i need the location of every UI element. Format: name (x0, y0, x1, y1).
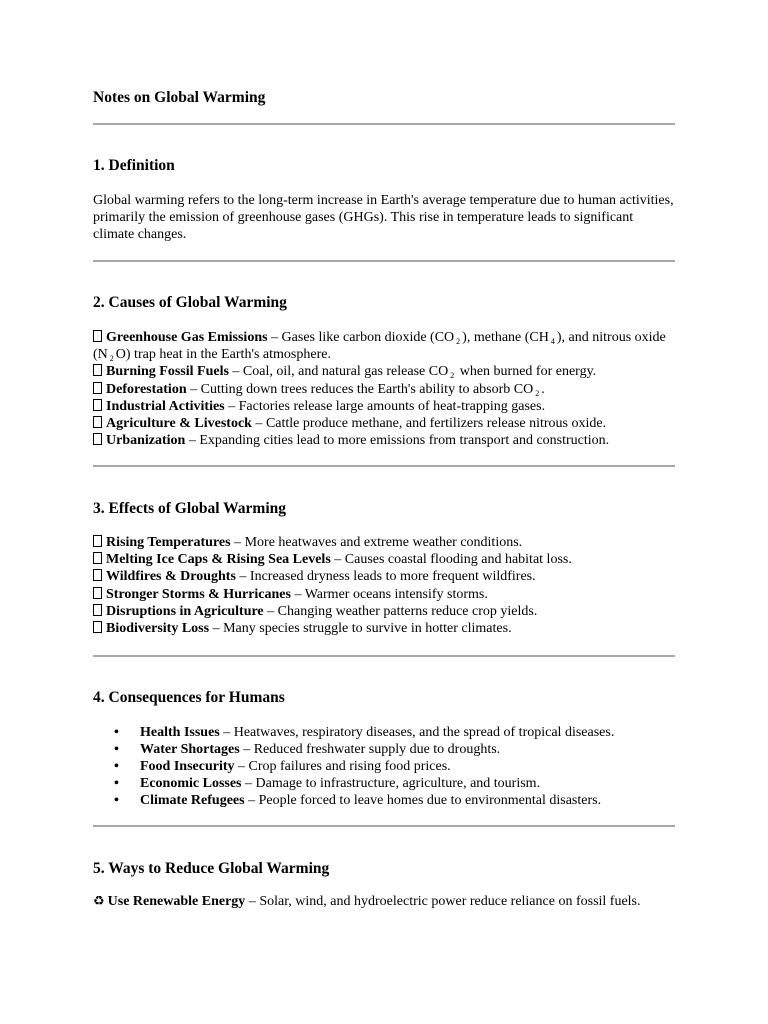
divider (93, 825, 675, 827)
subscript: 2 (456, 337, 461, 346)
item-term: Food Insecurity (140, 759, 235, 774)
list-item (93, 792, 614, 809)
item-term: Greenhouse Gas Emissions (106, 330, 268, 345)
list-item (93, 741, 614, 758)
item-description: – More heatwaves and extreme weather conditions. (230, 535, 523, 550)
item-description: – Expanding cities lead to more emissions from transport and construction. (185, 433, 610, 449)
item-term: Health Issues (140, 725, 220, 740)
missing-glyph-icon (93, 382, 102, 394)
section-heading-consequences: 4. Consequences for Humans (93, 689, 285, 706)
missing-glyph-icon (93, 604, 102, 616)
bullet-icon: • (114, 776, 119, 791)
item-term: Disruptions in Agriculture (106, 603, 264, 619)
bullet-icon: • (114, 793, 119, 808)
subscript: 2 (109, 354, 114, 364)
item-term: Climate Refugees (140, 793, 245, 808)
item-term: Water Shortages (140, 742, 240, 757)
missing-glyph-icon (93, 399, 102, 411)
item-description: – Gases like carbon dioxide (CO (267, 330, 455, 345)
list-item (93, 758, 614, 775)
missing-glyph-icon (93, 364, 102, 376)
definition-paragraph: Global warming refers to the long-term increase in Earth's average temperature due to human activities, primarily the emission of greenhouse gases (GHGs). This rise in temperature leads to significant climate changes. (93, 193, 674, 243)
list-item (93, 551, 683, 568)
list-item (93, 398, 683, 415)
item-description: – Causes coastal flooding and habitat loss. (330, 552, 572, 568)
list-item (93, 329, 683, 363)
divider (93, 465, 675, 467)
subscript: 2 (450, 371, 455, 381)
item-description: – Solar, wind, and hydroelectric power reduce reliance on fossil fuels. (245, 894, 641, 909)
item-term: Agriculture & Livestock (106, 416, 252, 432)
missing-glyph-icon (93, 569, 102, 581)
item-description: when burned for energy. (456, 364, 597, 380)
item-description: ), methane (CH (462, 330, 549, 345)
item-description: O) trap heat in the Earth's atmosphere. (115, 347, 331, 363)
missing-glyph-icon (93, 621, 102, 633)
item-term: Industrial Activities (106, 398, 225, 414)
section-heading-reduce: 5. Ways to Reduce Global Warming (93, 860, 330, 877)
missing-glyph-icon (93, 330, 102, 342)
item-term: Biodiversity Loss (106, 621, 210, 637)
list-item (93, 415, 683, 432)
item-description: – Increased dryness leads to more frequent wildfires. (235, 569, 536, 585)
bullet-icon: • (114, 742, 119, 757)
item-term: Wildfires & Droughts (106, 569, 236, 585)
item-description: – Cattle produce methane, and fertilizers release nitrous oxide. (251, 416, 607, 432)
section-heading-definition: 1. Definition (93, 157, 175, 174)
list-item (93, 775, 614, 792)
missing-glyph-icon (93, 535, 102, 547)
missing-glyph-icon (93, 416, 102, 428)
divider (93, 123, 675, 125)
recycle-icon: ♻ (93, 894, 105, 909)
bullet-icon: • (114, 725, 119, 740)
divider (93, 655, 675, 657)
list-item (93, 432, 683, 449)
item-term: Deforestation (106, 381, 187, 397)
item-description: – Many species struggle to survive in hotter climates. (209, 621, 512, 637)
list-item (93, 724, 614, 741)
item-description: – Crop failures and rising food prices. (234, 759, 451, 774)
list-item (93, 568, 683, 585)
bullet-icon: • (114, 759, 119, 774)
section-heading-effects: 3. Effects of Global Warming (93, 500, 287, 517)
item-description: – Factories release large amounts of heat-trapping gases. (224, 398, 546, 414)
item-description: – People forced to leave homes due to environmental disasters. (244, 793, 602, 808)
missing-glyph-icon (93, 433, 102, 445)
item-term: Economic Losses (140, 776, 242, 791)
item-description: – Warmer oceans intensify storms. (290, 586, 488, 602)
causes-list (93, 329, 683, 449)
list-item (93, 381, 683, 398)
item-description: – Cutting down trees reduces the Earth's ability to absorb CO (186, 381, 534, 397)
item-description: – Coal, oil, and natural gas release CO (228, 364, 449, 380)
item-term: Stronger Storms & Hurricanes (106, 586, 291, 602)
subscript: 2 (535, 388, 540, 398)
item-description: – Changing weather patterns reduce crop yields. (263, 603, 538, 619)
divider (93, 260, 675, 262)
list-item (93, 893, 683, 910)
item-term: Urbanization (106, 433, 186, 449)
list-item (93, 586, 683, 603)
document-title: Notes on Global Warming (93, 89, 266, 106)
missing-glyph-icon (93, 587, 102, 599)
consequences-list (93, 724, 614, 809)
item-description: – Damage to infrastructure, agriculture, and tourism. (241, 776, 541, 791)
item-description: ), and nitrous oxide (N (93, 330, 666, 363)
item-description: – Reduced freshwater supply due to droughts. (239, 742, 501, 757)
item-description: – Heatwaves, respiratory diseases, and the spread of tropical diseases. (219, 725, 615, 740)
effects-list (93, 534, 683, 637)
list-item (93, 534, 683, 551)
list-item (93, 603, 683, 620)
reduce-list (93, 893, 683, 910)
item-description: . (541, 381, 545, 397)
item-term: Use Renewable Energy (107, 894, 246, 909)
list-item (93, 363, 683, 380)
subscript: 4 (550, 337, 555, 346)
list-item (93, 620, 683, 637)
section-heading-causes: 2. Causes of Global Warming (93, 294, 287, 311)
item-term: Burning Fossil Fuels (106, 364, 229, 380)
item-term: Rising Temperatures (106, 535, 231, 550)
missing-glyph-icon (93, 552, 102, 564)
item-term: Melting Ice Caps & Rising Sea Levels (106, 552, 331, 568)
